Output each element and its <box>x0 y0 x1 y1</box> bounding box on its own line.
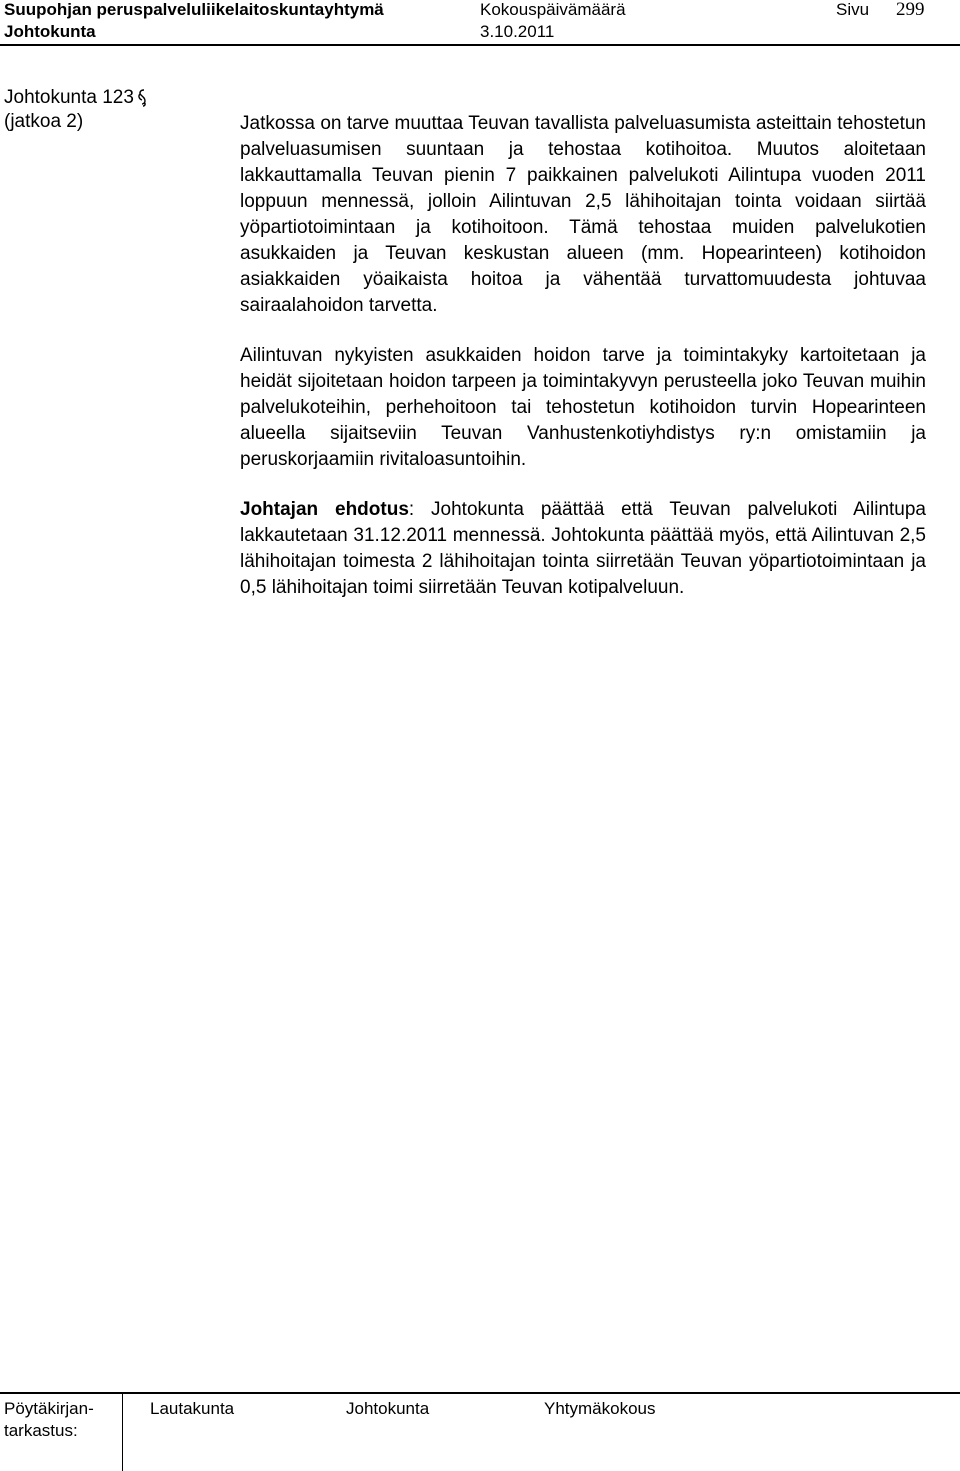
paragraph-1: Jatkossa on tarve muuttaa Teuvan tavallista palveluasumista asteittain tehostetun palveluasumisen suuntaan ja tehostaa kotihoitoa. Muutos aloitetaan lakkauttamalla Teuvan pienin 7 paikkainen palvelukoti Ailintupa vuoden 2011 loppuun mennessä, jolloin Ailintuvan 2,5 lähihoitajan tointa voidaan siirtää yöpartiotoimintaan ja kotihoitoon. Tämä tehostaa muiden palvelukotien asukkaiden ja Teuvan keskustan alueen (mm. Hopearinteen) kotihoidon asiakkaiden yöaikaista hoitoa ja vähentää turvattomuudesta johtuvaa sairaalahoidon tarvetta. <box>240 113 926 316</box>
header-rule <box>0 44 960 46</box>
section-continuation: (jatkoa 2) <box>4 111 84 132</box>
document-body <box>240 111 926 625</box>
page-footer <box>0 1392 960 1471</box>
footer-col-lautakunta: Lautakunta <box>150 1399 235 1418</box>
proposal-paragraph <box>240 497 926 601</box>
page-label: Sivu <box>836 0 870 19</box>
body-name: Johtokunta <box>4 22 96 41</box>
proposal-label: Johtajan ehdotus <box>240 499 409 520</box>
paragraph-2: Ailintuvan nykyisten asukkaiden hoidon tarve ja toimintakyky kartoitetaan ja heidät sijoitetaan hoidon tarpeen ja toimintakyvyn perusteella joko Teuvan muihin palvelukoteihin, perhehoitoon tai tehostetun kotihoidon turvin Hopearinteen alueella sijaitseviin Teuvan Vanhustenkotiyhdistys ry:n omistamiin ja peruskorjaamiin rivitaloasuntoihin. <box>240 345 926 470</box>
meeting-date: 3.10.2011 <box>480 22 555 41</box>
footer-divider-1 <box>122 1394 123 1471</box>
meeting-date-label: Kokouspäivämäärä <box>480 0 626 19</box>
proposal-text: : Johtokunta päättää että Teuvan palvelukoti Ailintupa lakkautetaan 31.12.2011 mennessä. Johtokunta päättää myös, että Ailintuvan 2,5 lähihoitajan toimesta 2 lähihoitajan tointa siirretään Teuvan yöpartiotoimintaan ja 0,5 lähihoitajan toimi siirretään Teuvan kotipalveluun. <box>240 499 926 598</box>
page-number: 299 <box>896 0 925 20</box>
review-label-line-1: Pöytäkirjan- <box>4 1399 94 1418</box>
section-mark-icon <box>137 88 147 108</box>
footer-col-johtokunta: Johtokunta <box>346 1399 430 1418</box>
review-label-line-2: tarkastus: <box>4 1421 78 1440</box>
footer-col-yhtymakokous: Yhtymäkokous <box>544 1399 656 1418</box>
section-item-label <box>4 86 147 110</box>
section-item-text: Johtokunta 123 <box>4 87 134 108</box>
organization-name: Suupohjan peruspalveluliikelaitoskuntayhtymä <box>4 0 384 19</box>
